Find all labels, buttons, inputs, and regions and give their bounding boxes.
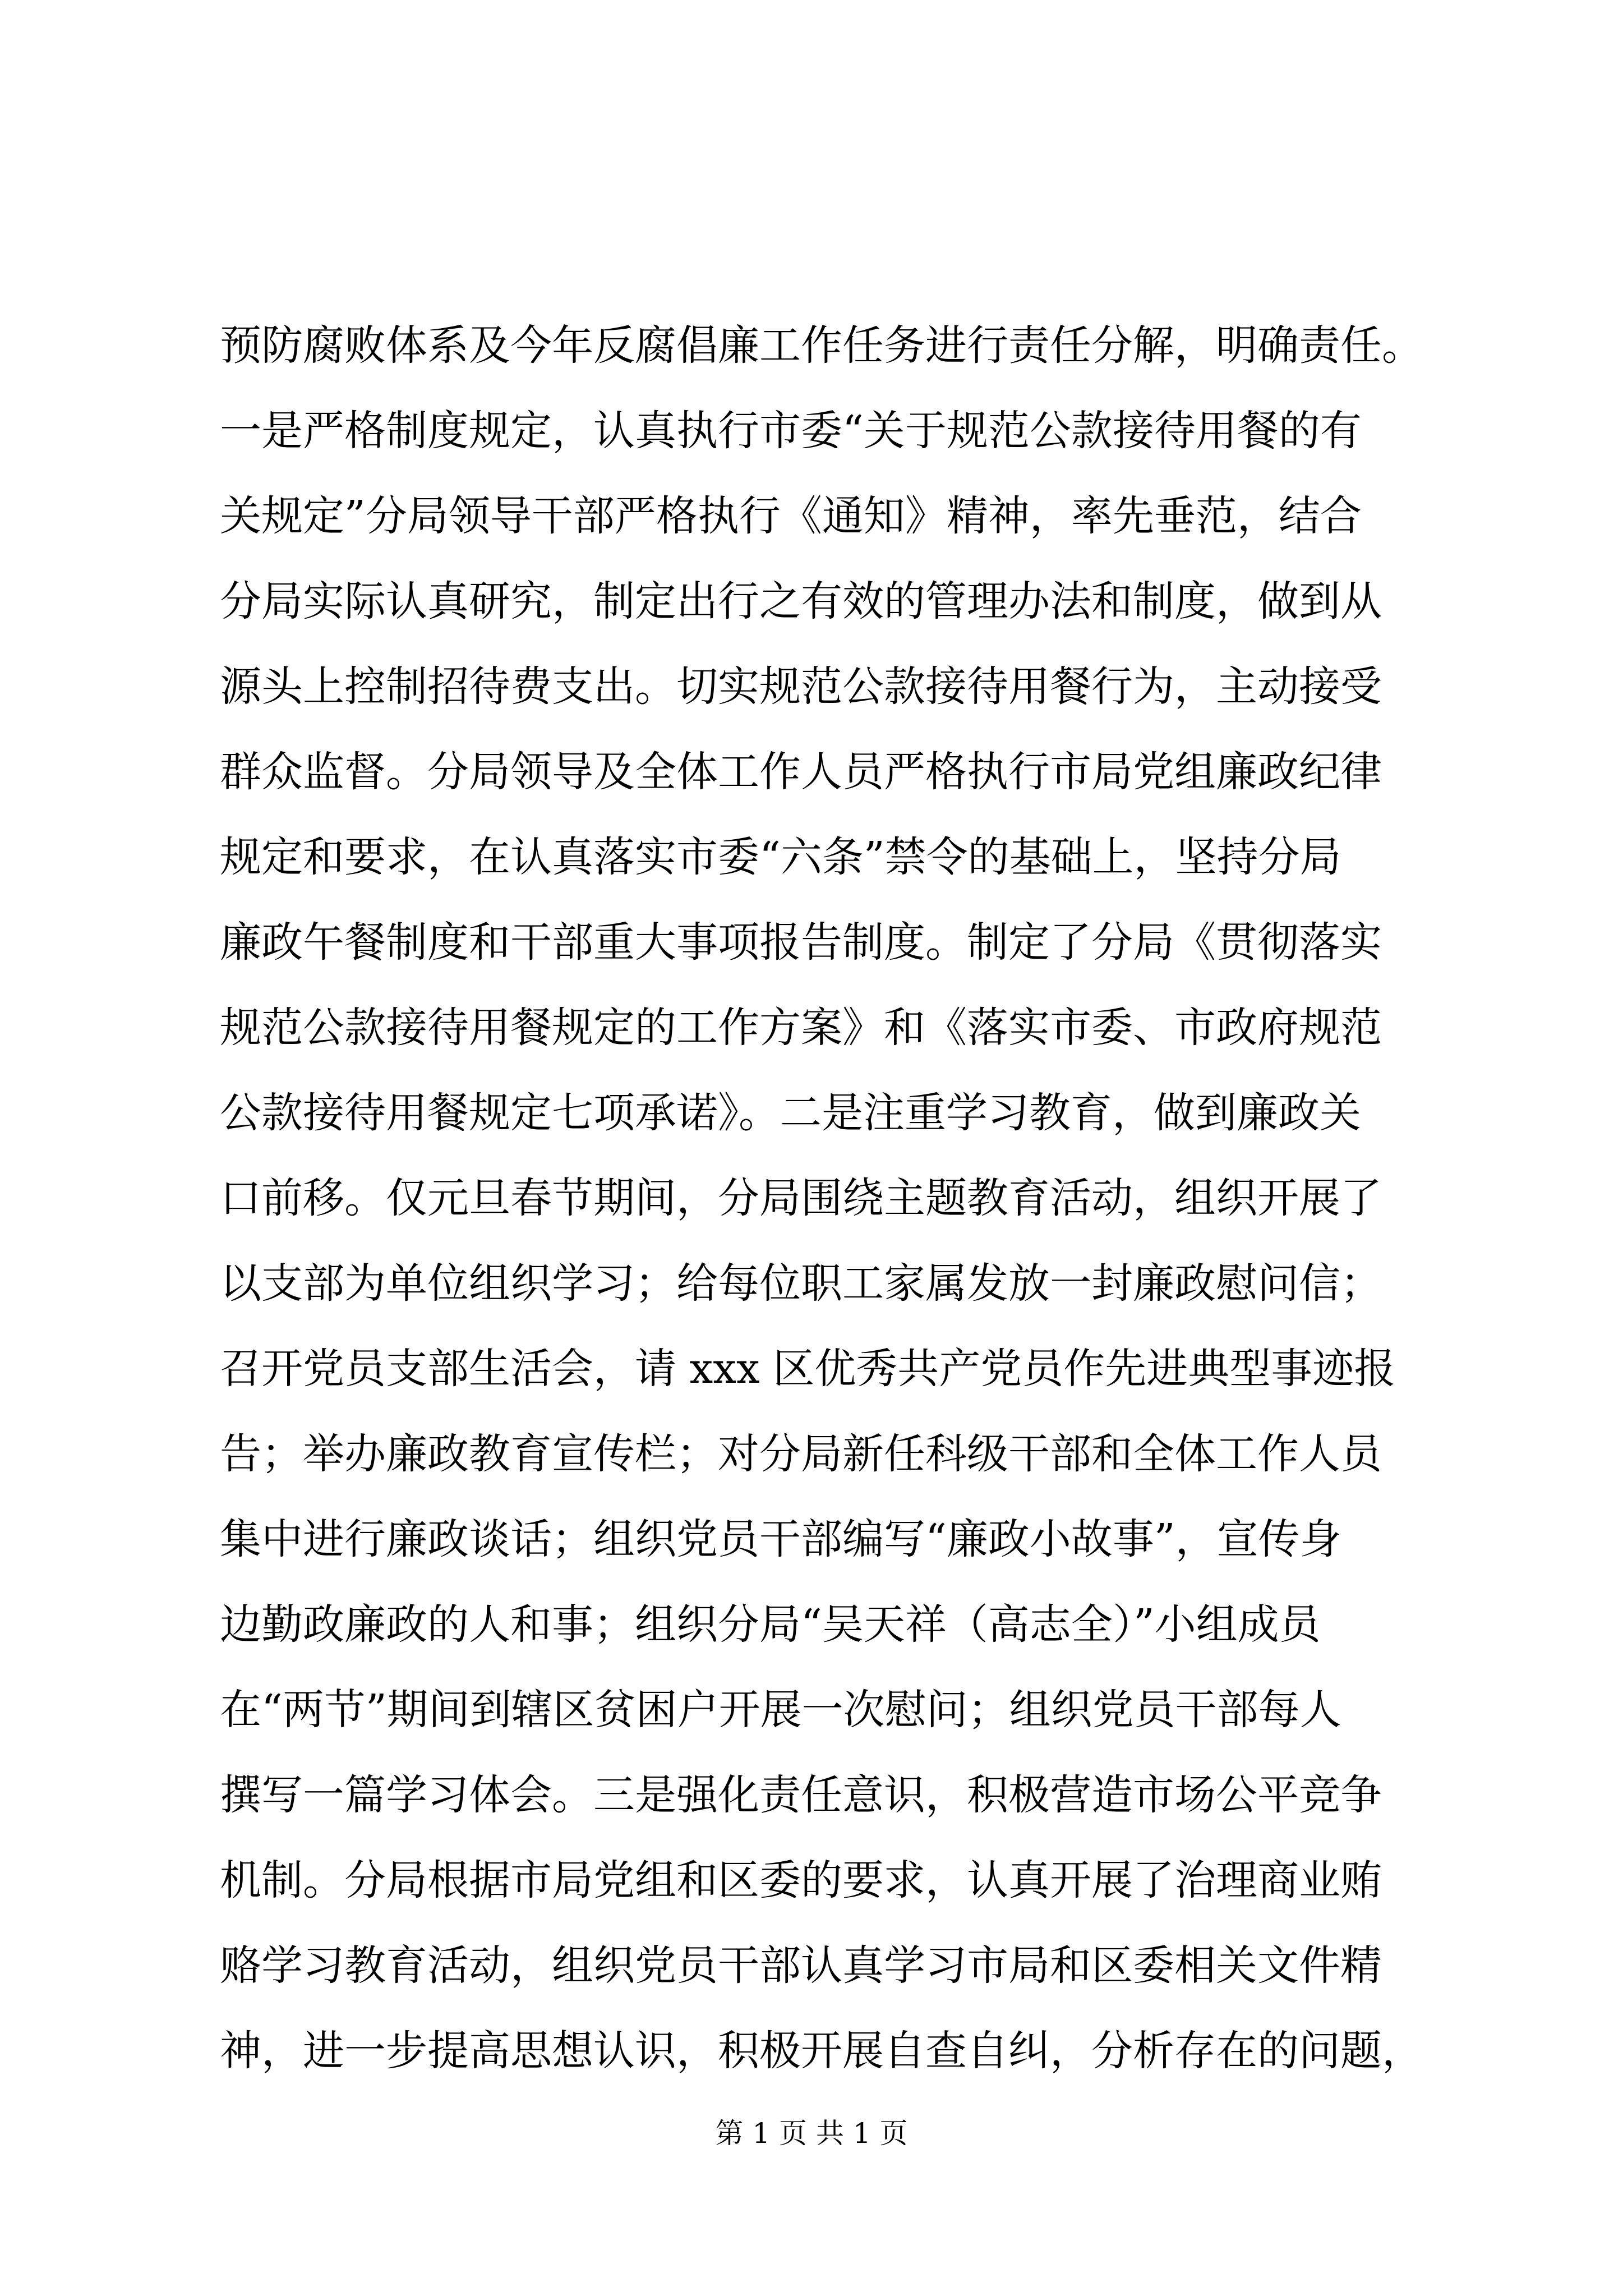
text-line: 预防腐败体系及今年反腐倡廉工作任务进行责任分解，明确责任。 (220, 321, 1423, 370)
text-line: 规定和要求，在认真落实市委“六条”禁令的基础上，坚持分局 (220, 833, 1341, 881)
text-line: 群众监督。分局领导及全体工作人员严格执行市局党组廉政纪律 (220, 748, 1382, 796)
text-line: 源头上控制招待费支出。切实规范公款接待用餐行为，主动接受 (220, 662, 1382, 711)
text-line: 撰写一篇学习体会。三是强化责任意识，积极营造市场公平竞争 (220, 1771, 1382, 1819)
text-line: 口前移。仅元旦春节期间，分局围绕主题教育活动，组织开展了 (220, 1174, 1382, 1222)
text-line: 一是严格制度规定，认真执行市委“关于规范公款接待用餐的有 (220, 407, 1362, 455)
text-line: 赂学习教育活动，组织党员干部认真学习市局和区委相关文件精 (220, 1941, 1382, 1990)
text-line: 集中进行廉政谈话；组织党员干部编写“廉政小故事”，宣传身 (220, 1515, 1341, 1563)
text-line: 关规定”分局领导干部严格执行《通知》精神，率先垂范，结合 (220, 492, 1362, 540)
text-line: 以支部为单位组织学习；给每位职工家属发放一封廉政慰问信； (220, 1259, 1382, 1308)
text-line: 告；举办廉政教育宣传栏；对分局新任科级干部和全体工作人员 (220, 1430, 1382, 1478)
text-line: 神，进一步提高思想认识，积极开展自查自纠，分析存在的问题， (220, 2027, 1423, 2075)
text-line: 廉政午餐制度和干部重大事项报告制度。制定了分局《贯彻落实 (220, 918, 1382, 967)
text-line: 公款接待用餐规定七项承诺》。二是注重学习教育，做到廉政关 (220, 1089, 1361, 1137)
text-line: 边勤政廉政的人和事；组织分局“吴天祥（高志全）”小组成员 (220, 1600, 1321, 1649)
text-line: 机制。分局根据市局党组和区委的要求，认真开展了治理商业贿 (220, 1856, 1382, 1904)
text-line: 在“两节”期间到辖区贫困户开展一次慰问；组织党员干部每人 (220, 1686, 1341, 1734)
document-body (220, 303, 1431, 2093)
text-line: 规范公款接待用餐规定的工作方案》和《落实市委、市政府规范 (220, 1004, 1382, 1052)
text-line: 分局实际认真研究，制定出行之有效的管理办法和制度，做到从 (220, 577, 1382, 625)
text-line: 召开党员支部生活会，请 xxx 区优秀共产党员作先进典型事迹报 (220, 1345, 1396, 1393)
page-footer: 第 1 页 共 1 页 (715, 2117, 908, 2150)
